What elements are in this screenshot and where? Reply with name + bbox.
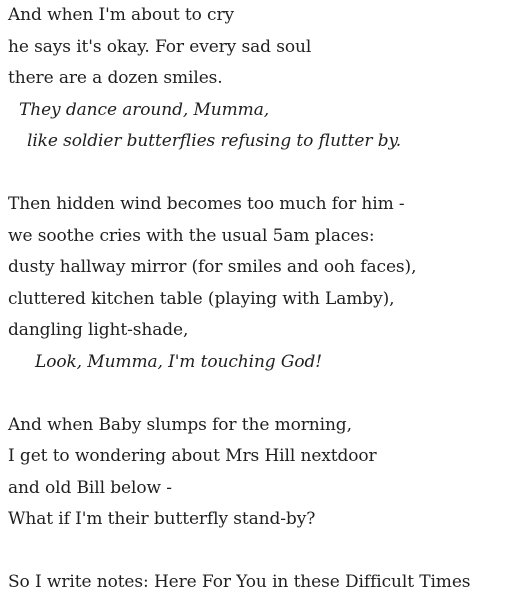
- poem-line: we soothe cries with the usual 5am places:: [8, 225, 375, 246]
- poem-line: I get to wondering about Mrs Hill nextdoor: [8, 446, 377, 466]
- poem-text: [8, 0, 470, 599]
- poem-line: Then hidden wind becomes too much for him -: [8, 194, 405, 214]
- poem-line: What if I'm their butterfly stand-by?: [8, 509, 316, 529]
- stanza-break: [8, 158, 470, 190]
- poem-line-italic: Look, Mumma, I'm touching God!: [35, 351, 323, 372]
- poem-line: cluttered kitchen table (playing with Lamby),: [8, 288, 395, 309]
- poem-line: he says it's okay. For every sad soul: [8, 36, 312, 57]
- poem-line: dangling light-shade,: [8, 320, 189, 340]
- poem-line: dusty hallway mirror (for smiles and ooh faces),: [8, 257, 417, 277]
- poem-line: And when Baby slumps for the morning,: [8, 414, 352, 435]
- poem-line-italic: They dance around, Mumma,: [19, 99, 270, 120]
- poem-line: there are a dozen smiles.: [8, 68, 223, 88]
- stanza-break: [8, 536, 470, 568]
- poem-line: And when I'm about to cry: [8, 5, 234, 25]
- poem-line-italic: like soldier butterflies refusing to flutter by.: [27, 131, 402, 151]
- poem-line: So I write notes: Here For You in these Difficult Times: [8, 572, 471, 592]
- stanza-break: [8, 378, 470, 410]
- poem-line: and old Bill below -: [8, 477, 172, 498]
